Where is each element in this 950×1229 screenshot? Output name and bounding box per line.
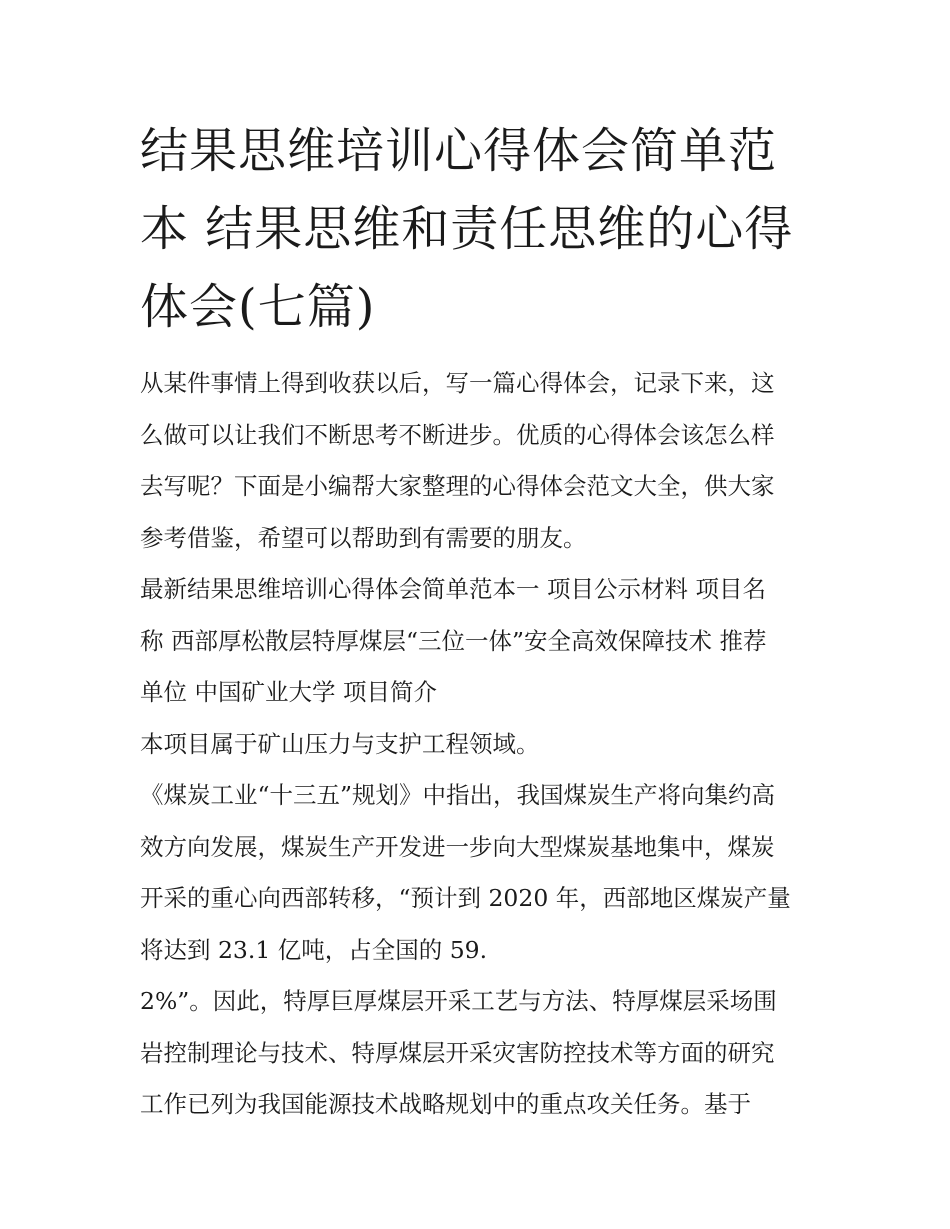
body-line: 单位 中国矿业大学 项目简介 — [140, 678, 437, 706]
body-line: 本项目属于矿山压力与支护工程领域。 — [140, 729, 540, 758]
body-line: 2%”。因此，特厚巨厚煤层开采工艺与方法、特厚煤层采场围 — [140, 987, 777, 1015]
body-line: 称 西部厚松散层特厚煤层“三位一体”安全高效保障技术 推荐 — [140, 626, 767, 655]
body-line: 从某件事情上得到收获以后，写一篇心得体会，记录下来，这 — [140, 369, 775, 397]
body-line: 最新结果思维培训心得体会简单范本一 项目公示材料 项目名 — [140, 575, 766, 603]
title-line: 体会(七篇) — [140, 279, 376, 335]
title-line: 本 结果思维和责任思维的心得 — [140, 201, 794, 257]
body-line: 《煤炭工业“十三五”规划》中指出，我国煤炭生产将向集约高 — [140, 781, 776, 809]
body-line: 岩控制理论与技术、特厚煤层开采灾害防控技术等方面的研究 — [140, 1038, 775, 1067]
document-title — [140, 112, 815, 346]
body-line: 么做可以让我们不断思考不断进步。优质的心得体会该怎么样 — [140, 420, 775, 449]
body-line: 开采的重心向西部转移，“预计到 2020 年，西部地区煤炭产量 — [140, 884, 791, 912]
body-line: 参考借鉴，希望可以帮助到有需要的朋友。 — [140, 523, 587, 552]
body-line: 效方向发展，煤炭生产开发进一步向大型煤炭基地集中，煤炭 — [140, 832, 775, 861]
document-body — [140, 358, 815, 1131]
body-line: 去写呢？下面是小编帮大家整理的心得体会范文大全，供大家 — [140, 472, 775, 500]
body-line: 将达到 23.1 亿吨，占全国的 59. — [140, 935, 488, 964]
document-content — [140, 112, 815, 1131]
title-line: 结果思维培训心得体会简单范 — [140, 123, 778, 179]
body-line: 工作已列为我国能源技术战略规划中的重点攻关任务。基于 — [140, 1090, 751, 1118]
